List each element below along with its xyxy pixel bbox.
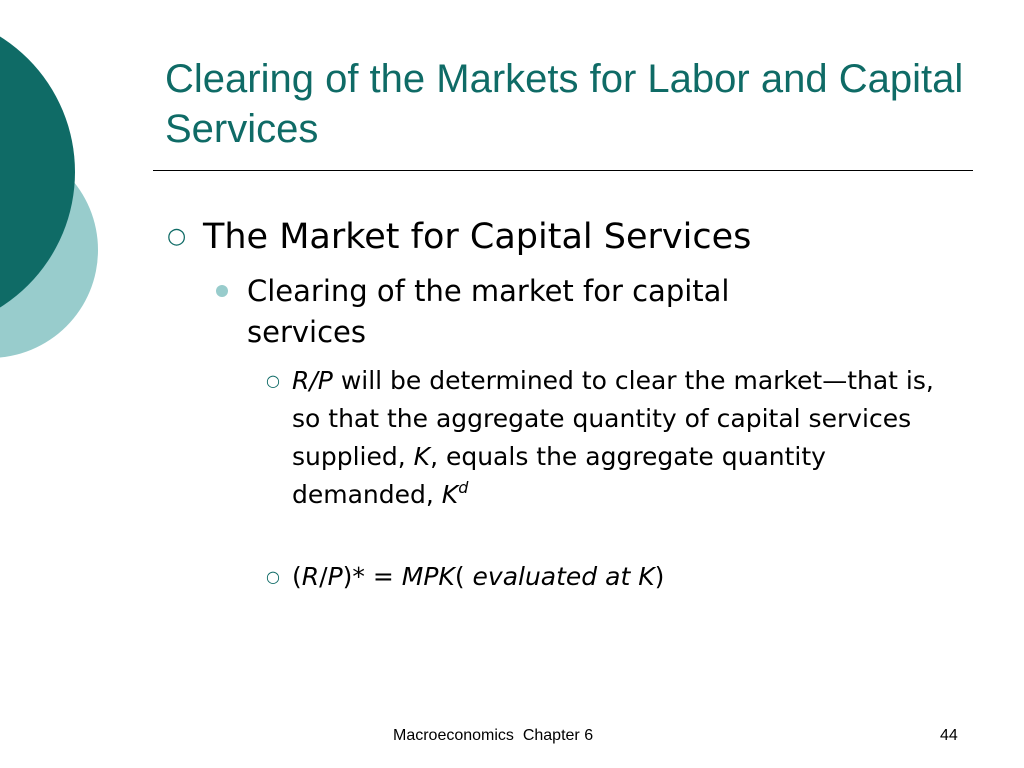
bullet-level-2-text: Clearing of the market for capital services — [247, 274, 730, 349]
capital-demanded-symbol: K — [441, 480, 459, 509]
capital-supplied-symbol: K — [413, 442, 431, 471]
demand-superscript: d — [458, 478, 469, 497]
equation-symbol-mpk: MPK — [401, 562, 455, 591]
decorative-circles — [0, 0, 110, 410]
slide-number: 44 — [940, 727, 958, 744]
equation-part: ( — [454, 562, 473, 591]
rp-ratio-italic: R/P — [292, 366, 333, 395]
market-clearing-text-part: will be determined to clear the market—that is, so that the aggregate quantity of capital services supplied, — [292, 366, 934, 471]
market-clearing-text — [292, 362, 964, 514]
equation-evaluated-at-k: evaluated at K — [472, 562, 655, 591]
bullet-level-3-market-clearing — [266, 362, 966, 514]
filled-dot-bullet-icon — [216, 271, 247, 297]
footer-course-label: Macroeconomics Chapter 6 — [393, 727, 594, 744]
slide-title: Clearing of the Markets for Labor and Capital Services — [165, 57, 964, 151]
bullet-level-1 — [167, 214, 987, 260]
equation-part: / — [319, 562, 328, 591]
equilibrium-equation — [292, 558, 964, 596]
bullet-level-3-equation — [266, 558, 966, 596]
bullet-level-2 — [216, 271, 856, 353]
equation-part: ) — [654, 562, 665, 591]
market-clearing-text-part: , equals the aggregate quantity demanded, — [292, 442, 826, 509]
small-hollow-circle-bullet-icon: ○ — [266, 371, 280, 390]
small-hollow-circle-bullet-icon: ○ — [266, 567, 280, 586]
equation-symbol-p: P — [327, 562, 343, 591]
equation-part: )* = — [342, 562, 402, 591]
title-divider — [153, 170, 973, 171]
equation-symbol-r: R — [301, 562, 320, 591]
hollow-circle-bullet-icon: ○ — [167, 224, 187, 249]
equation-part: ( — [292, 562, 302, 591]
bullet-level-1-text: The Market for Capital Services — [203, 217, 752, 257]
